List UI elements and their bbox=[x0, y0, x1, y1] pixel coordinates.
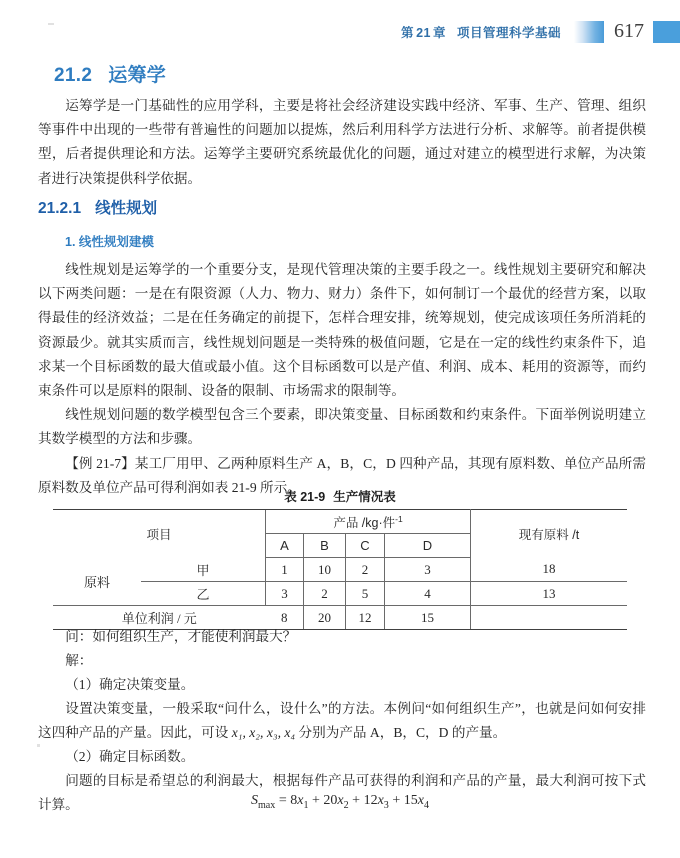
formula-term-2: + $20x_2$ bbox=[312, 793, 349, 811]
paragraph-example-statement: 【例 21-7】某工厂用甲、乙两种原料生产 A，B，C，D 四种产品，其现有原料数、单位产品所需原料数及单位产品可得利润如表 21-9 所示。 bbox=[38, 456, 646, 496]
header-col-d: D bbox=[385, 534, 471, 558]
header-products-text: 产品 /kg·件 bbox=[333, 515, 396, 530]
header-col-b: B bbox=[304, 534, 346, 558]
header-col-c: C bbox=[346, 534, 385, 558]
table-caption-label: 表 21-9 bbox=[284, 490, 326, 504]
cell-profit-a: 8 bbox=[266, 606, 304, 630]
header-products-label bbox=[266, 510, 471, 534]
objective-function-formula bbox=[0, 793, 680, 811]
table-row bbox=[53, 558, 627, 582]
scan-speck bbox=[37, 744, 40, 747]
row-group-label: 原料 bbox=[53, 558, 141, 606]
formula-equals: = bbox=[278, 793, 291, 808]
cell-jia-c: 2 bbox=[346, 558, 385, 582]
solid-swatch-icon bbox=[653, 21, 680, 43]
cell-yi-d: 4 bbox=[385, 582, 471, 606]
paragraph-solution-label: 解： bbox=[65, 653, 93, 668]
running-head bbox=[0, 18, 680, 46]
row-name-jia: 甲 bbox=[141, 558, 266, 582]
gradient-swatch-icon bbox=[574, 21, 604, 43]
section-heading bbox=[54, 60, 166, 87]
paragraph-decision-variables bbox=[38, 697, 646, 745]
paragraph-lp-overview: 线性规划是运筹学的一个重要分支，是现代管理决策的主要手段之一。线性规划主要研究和解决以下两类问题：一是在有限资源（人力、物力、财力）条件下，如何制订一个最优的经营方案，以取得最佳的经济效益；二是在任务确定的前提下，怎样合理安排，统筹规划，使完成该项任务所消耗的资源最少。就其实质而言，线性规划问题是一类特殊的极值问题，它是在一定的线性约束条件下，追求某一个目标函数的最大值或最小值。这个目标函数可以是产值、利润、成本、耗用的资源等，而约束条件可以是原料的限制、设备的限制、市场需求的限制等。 bbox=[38, 262, 646, 399]
cell-yi-c: 5 bbox=[346, 582, 385, 606]
page-number: 617 bbox=[614, 20, 644, 42]
cell-jia-b: 10 bbox=[304, 558, 346, 582]
header-item-label: 项目 bbox=[53, 510, 266, 558]
cell-yi-b: 2 bbox=[304, 582, 346, 606]
subsubsection-heading: 1. 线性规划建模 bbox=[65, 235, 154, 249]
production-table bbox=[53, 509, 627, 630]
subsection-heading bbox=[38, 196, 157, 218]
profit-row-label: 单位利润 / 元 bbox=[53, 606, 266, 630]
decision-variables-symbols: x₁, x₂, x₃, x₄ bbox=[231, 725, 296, 741]
decision-variables-post: 分别为产品 A，B，C，D 的产量。 bbox=[295, 725, 507, 741]
chapter-title: 项目管理科学基础 bbox=[456, 26, 561, 40]
scan-speck bbox=[48, 23, 54, 25]
table-header-row-1 bbox=[53, 510, 627, 534]
chapter-suffix: 章 bbox=[432, 26, 446, 40]
paragraph-step-2: （2）确定目标函数。 bbox=[65, 749, 195, 764]
cell-yi-a: 3 bbox=[266, 582, 304, 606]
subsection-title: 线性规划 bbox=[95, 200, 158, 217]
row-name-yi: 乙 bbox=[141, 582, 266, 606]
formula-lhs-sub: max bbox=[257, 799, 276, 811]
cell-jia-d: 3 bbox=[385, 558, 471, 582]
paragraph-intro: 运筹学是一门基础性的应用学科，主要是将社会经济建设实践中经济、军事、生产、管理、组织等事件中出现的一些带有普遍性的问题加以提炼，然后利用科学方法进行分析、求解等。前者提供模型，后者提供理论和方法。运筹学主要研究系统最优化的问题，通过对建立的模型进行求解，为决策者进行决策提供科学依据。 bbox=[38, 98, 646, 186]
chapter-number: 21 bbox=[416, 26, 431, 40]
cell-profit-d: 15 bbox=[385, 606, 471, 630]
table-caption-title: 生产情况表 bbox=[333, 490, 396, 504]
formula-lhs-base: S bbox=[250, 793, 258, 808]
section-title: 运筹学 bbox=[108, 65, 167, 86]
table-caption bbox=[0, 487, 680, 505]
header-products-superscript: -1 bbox=[395, 513, 403, 524]
running-head-title bbox=[401, 23, 561, 41]
header-col-a: A bbox=[266, 534, 304, 558]
header-stock-label: 现有原料 /t bbox=[471, 510, 628, 558]
decision-variables-pre: 设置决策变量，一般采取“问什么，设什么”的方法。本例问“如何组织生产”，也就是问如何安排这四种产品的产量。因此，可设 bbox=[38, 701, 646, 741]
chapter-prefix: 第 bbox=[401, 26, 415, 40]
formula-term-4: + $15x_4$ bbox=[392, 793, 430, 811]
formula-term-3: + $12x_3$ bbox=[352, 793, 389, 811]
paragraph-question: 问：如何组织生产，才能使利润最大？ bbox=[65, 629, 297, 644]
paragraph-lp-model: 线性规划问题的数学模型包含三个要素，即决策变量、目标函数和约束条件。下面举例说明建立其数学模型的方法和步骤。 bbox=[38, 407, 646, 447]
cell-profit-b: 20 bbox=[304, 606, 346, 630]
cell-yi-stock: 13 bbox=[471, 582, 628, 606]
cell-profit-c: 12 bbox=[346, 606, 385, 630]
subsection-number: 21.2.1 bbox=[38, 200, 82, 217]
paragraph-objective-function: 问题的目标是希望总的利润最大，根据每件产品可获得的利润和产品的产量，最大利润可按下式计算。 bbox=[38, 773, 646, 813]
section-number: 21.2 bbox=[54, 65, 93, 86]
cell-jia-stock: 18 bbox=[471, 558, 628, 582]
formula-term-1: $8x_1$ bbox=[290, 793, 309, 811]
paragraph-step-1: （1）确定决策变量。 bbox=[65, 677, 195, 692]
cell-jia-a: 1 bbox=[266, 558, 304, 582]
